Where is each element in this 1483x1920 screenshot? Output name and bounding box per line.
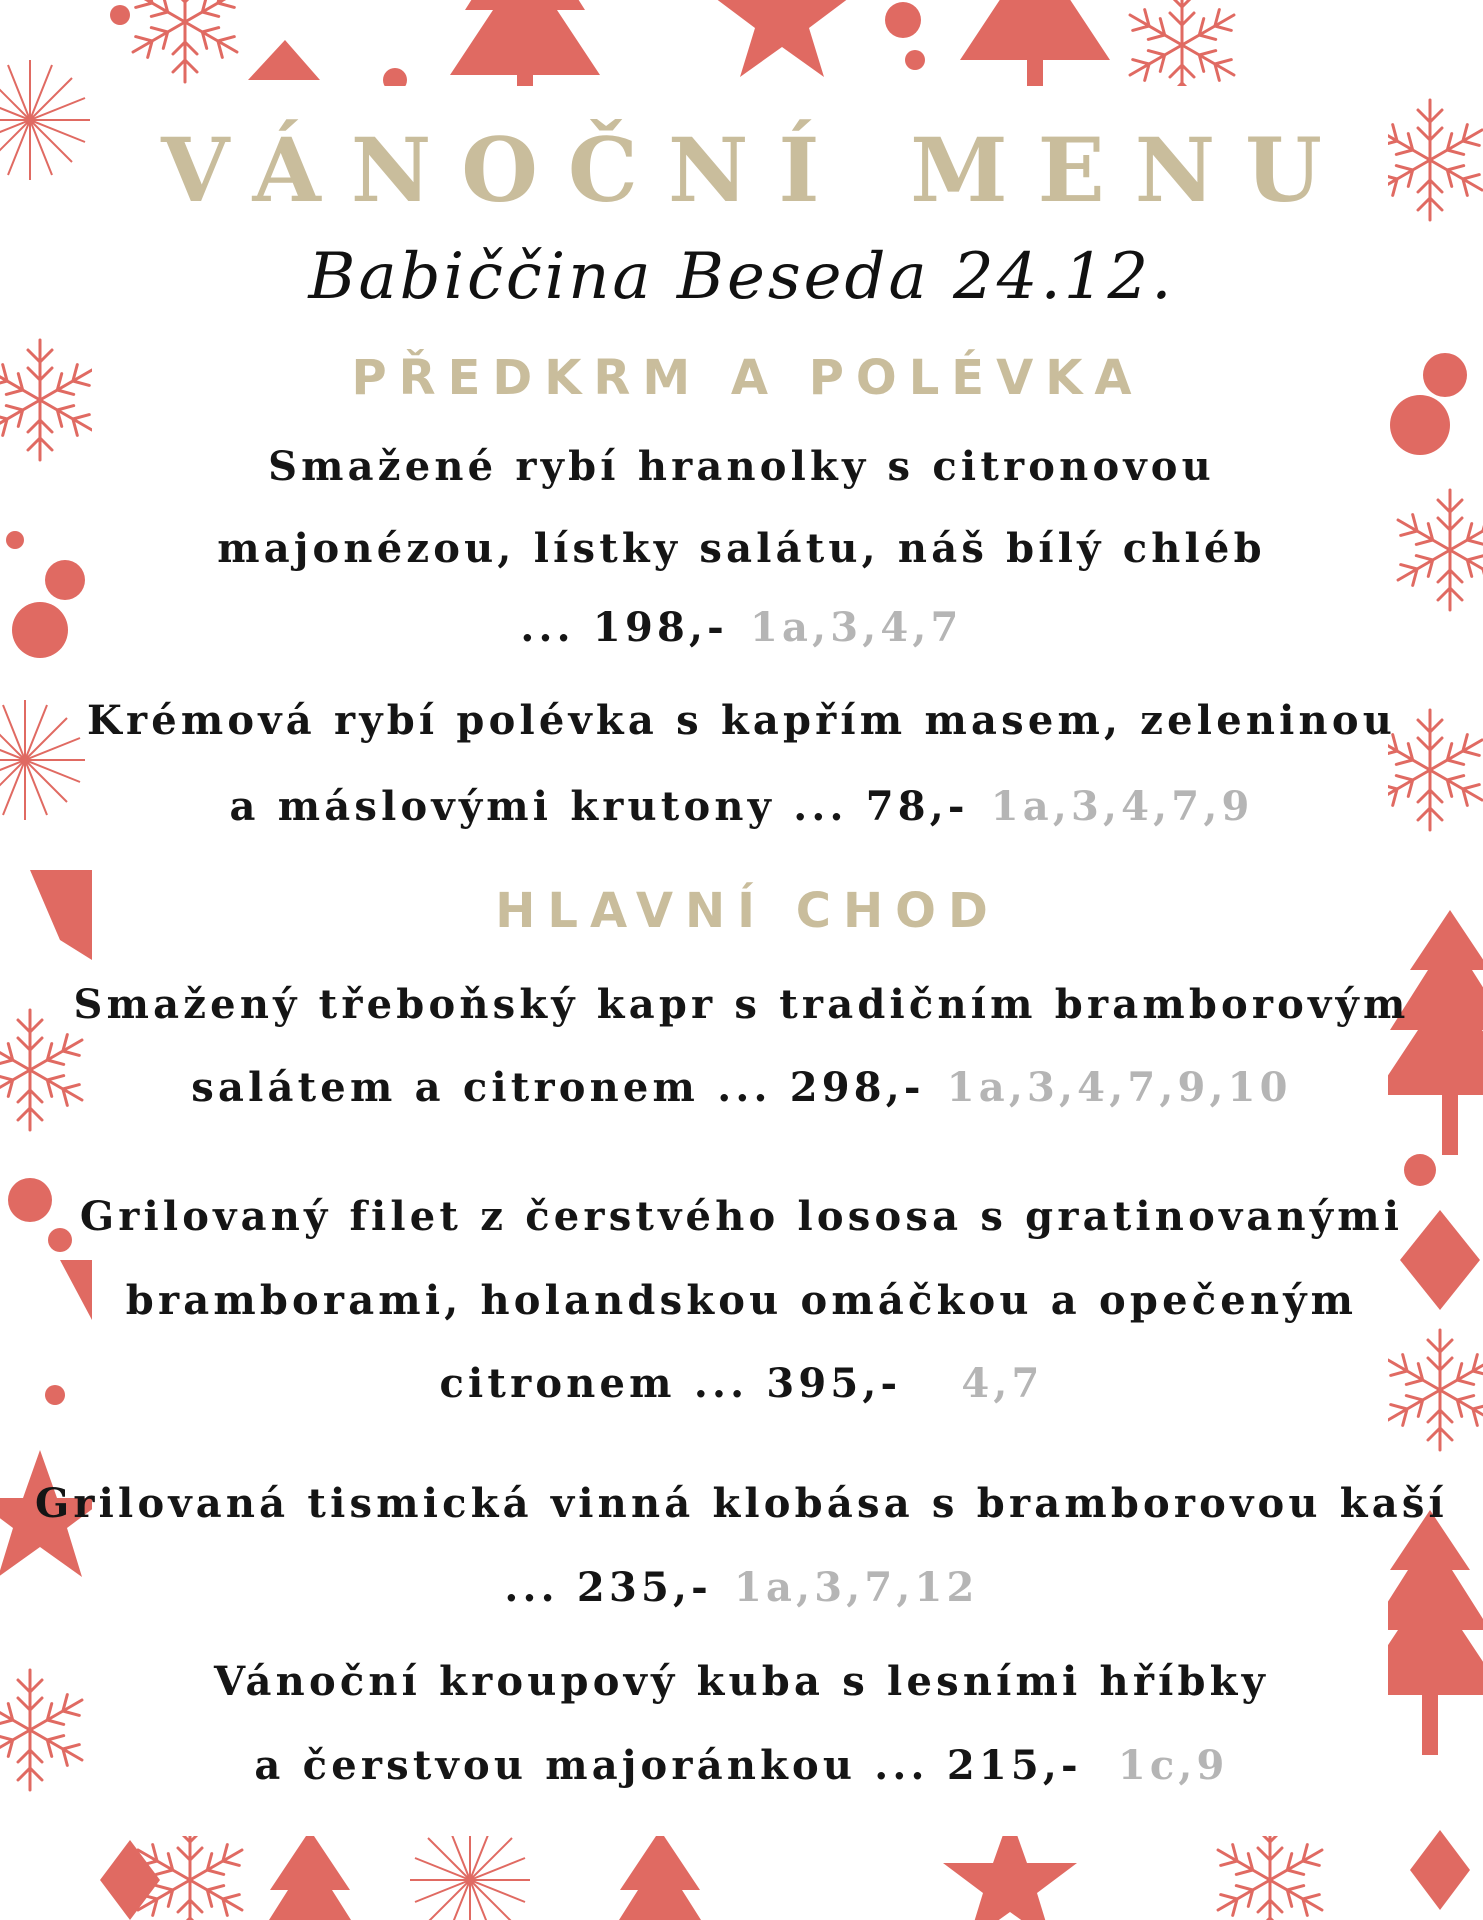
item-price-line bbox=[0, 1360, 1483, 1407]
item-price: a máslovými krutony ... 78,- bbox=[229, 783, 969, 830]
item-price: citronem ... 395,- bbox=[439, 1360, 902, 1407]
item-line: bramborami, holandskou omáčkou a opečeným bbox=[125, 1277, 1358, 1324]
item-price: ... 235,- bbox=[504, 1564, 712, 1611]
item-price-line bbox=[0, 1564, 1483, 1611]
menu-subtitle: Babiččina Beseda 24.12. bbox=[308, 240, 1175, 314]
item-price-line bbox=[0, 604, 1483, 651]
item-allergens: 4,7 bbox=[961, 1360, 1044, 1407]
item-line: Vánoční kroupový kuba s lesními hříbky bbox=[213, 1658, 1270, 1705]
item-allergens: 1a,3,7,12 bbox=[733, 1564, 979, 1611]
item-line: majonézou, lístky salátu, náš bílý chléb bbox=[217, 525, 1266, 572]
item-allergens: 1a,3,4,7,9 bbox=[990, 783, 1254, 830]
item-line: Grilovaná tismická vinná klobása s bramborovou kaší bbox=[35, 1480, 1448, 1527]
item-price: a čerstvou majoránkou ... 215,- bbox=[254, 1742, 1082, 1789]
item-price-line bbox=[0, 1064, 1483, 1111]
item-price: salátem a citronem ... 298,- bbox=[191, 1064, 925, 1111]
item-line: Grilovaný filet z čerstvého lososa s gratinovanými bbox=[79, 1193, 1404, 1240]
item-allergens: 1a,3,4,7 bbox=[749, 604, 963, 651]
item-line: Krémová rybí polévka s kapřím masem, zeleninou bbox=[87, 697, 1396, 744]
item-line: Smažené rybí hranolky s citronovou bbox=[268, 443, 1215, 490]
section-heading-main-course: HLAVNÍ CHOD bbox=[495, 883, 1000, 939]
item-price-line bbox=[0, 1742, 1483, 1789]
section-heading-starters: PŘEDKRM A POLÉVKA bbox=[351, 350, 1144, 406]
item-price-line bbox=[0, 783, 1483, 830]
menu-title: VÁNOČNÍ MENU bbox=[161, 118, 1352, 222]
item-allergens: 1c,9 bbox=[1117, 1742, 1229, 1789]
item-line: Smažený třeboňský kapr s tradičním bramborovým bbox=[73, 981, 1410, 1028]
item-allergens: 1a,3,4,7,9,10 bbox=[946, 1064, 1292, 1111]
item-price: ... 198,- bbox=[520, 604, 728, 651]
